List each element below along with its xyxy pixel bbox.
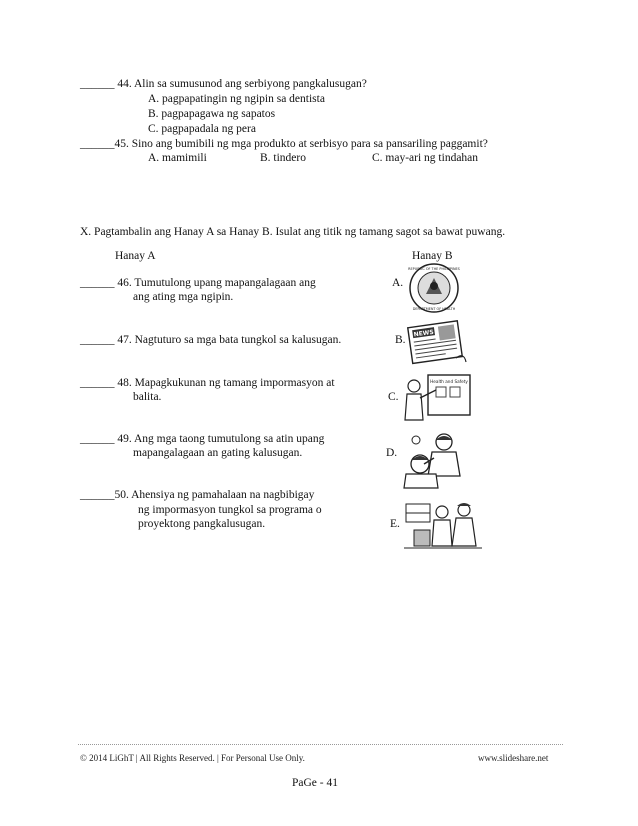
health-teacher-icon bbox=[402, 372, 472, 424]
newspaper-icon bbox=[404, 318, 468, 366]
question-45: ______45. Sino ang bumibili ng mga produkto at serbisyo para sa pansariling paggamit? bbox=[80, 138, 488, 150]
q44-option-c: C. pagpapadala ng pera bbox=[148, 123, 256, 135]
footer-copyright: © 2014 LiGhT | All Rights Reserved. | For Personal Use Only. bbox=[80, 753, 305, 763]
item-49-line2: mapangalagaan an gating kalusugan. bbox=[133, 447, 303, 459]
dentist-icon bbox=[402, 430, 470, 490]
health-workers-icon bbox=[404, 500, 484, 552]
section-x-instruction: X. Pagtambalin ang Hanay A sa Hanay B. Isulat ang titik ng tamang sagot sa bawat puwang. bbox=[80, 226, 506, 238]
seal-top-text: REPUBLIC OF THE PHILIPPINES bbox=[408, 267, 460, 271]
column-a-heading: Hanay A bbox=[115, 250, 156, 262]
item-50-line3: proyektong pangkalusugan. bbox=[138, 518, 266, 530]
item-49-line1: ______ 49. Ang mga taong tumutulong sa atin upang bbox=[80, 433, 325, 445]
q45-option-b: B. tindero bbox=[260, 152, 306, 164]
item-50-line2: ng impormasyon tungkol sa programa o bbox=[138, 504, 322, 516]
newspaper-headline: NEWS bbox=[413, 328, 435, 339]
page-number: PaGe - 41 bbox=[292, 777, 338, 789]
item-48-line1: ______ 48. Mapagkukunan ng tamang impormasyon at bbox=[80, 377, 335, 389]
q45-option-c: C. may-ari ng tindahan bbox=[372, 152, 479, 164]
question-44: ______ 44. Alin sa sumusunod ang serbiyong pangkalusugan? bbox=[80, 78, 367, 90]
item-46-line2: ang ating mga ngipin. bbox=[133, 291, 234, 303]
item-48-line2: balita. bbox=[133, 391, 162, 403]
choice-c-letter: C. bbox=[388, 391, 399, 403]
column-b-heading: Hanay B bbox=[412, 250, 453, 262]
footer-divider bbox=[78, 744, 563, 745]
item-47-line1: ______ 47. Nagtuturo sa mga bata tungkol sa kalusugan. bbox=[80, 334, 342, 346]
board-title: Health and Safety bbox=[430, 379, 468, 384]
seal-bottom-text: DEPARTMENT OF HEALTH bbox=[412, 307, 456, 311]
choice-d-letter: D. bbox=[386, 447, 398, 459]
department-of-health-seal-icon bbox=[404, 262, 464, 314]
item-50-line1: ______50. Ahensiya ng pamahalaan na nagbibigay bbox=[80, 489, 315, 501]
footer-site: www.slideshare.net bbox=[478, 753, 549, 763]
choice-a-letter: A. bbox=[392, 277, 404, 289]
q45-option-a: A. mamimili bbox=[148, 152, 207, 164]
q44-option-b: B. pagpapagawa ng sapatos bbox=[148, 108, 276, 120]
q44-option-a: A. pagpapatingin ng ngipin sa dentista bbox=[148, 93, 325, 105]
item-46-line1: ______ 46. Tumutulong upang mapangalagaan ang bbox=[80, 277, 316, 289]
choice-e-letter: E. bbox=[390, 518, 400, 530]
choice-b-letter: B. bbox=[395, 334, 406, 346]
